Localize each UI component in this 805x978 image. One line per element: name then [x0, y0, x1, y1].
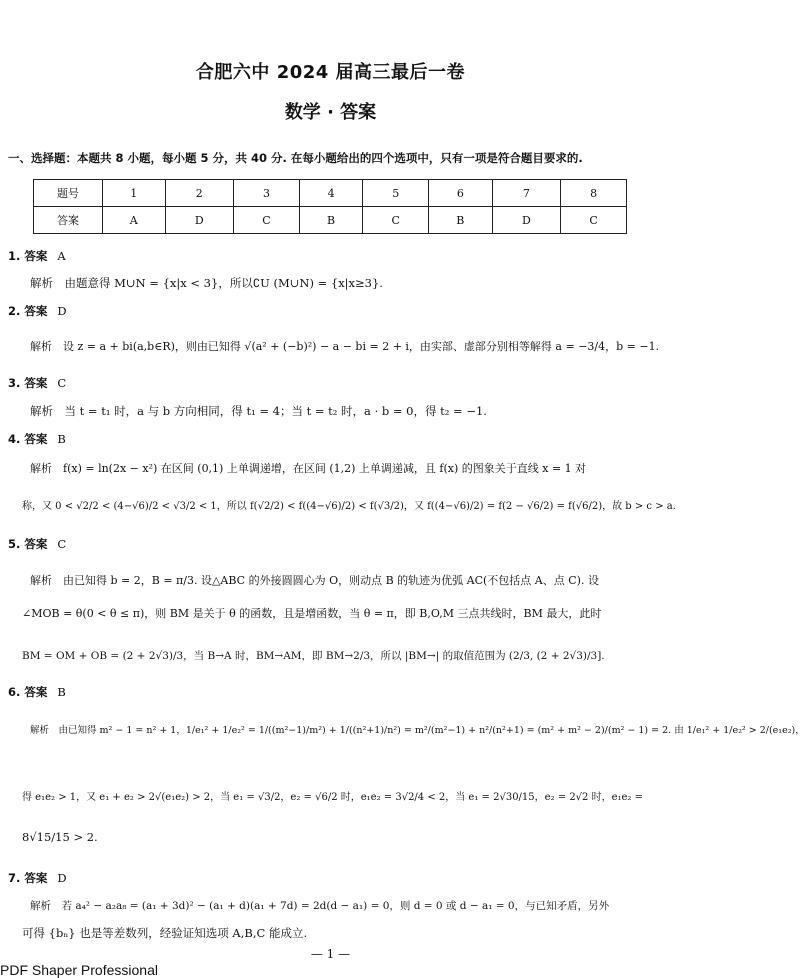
table-cell: C	[561, 207, 627, 234]
table-cell: C	[234, 207, 300, 234]
table-cell: 1	[103, 180, 166, 207]
table-row	[34, 180, 627, 207]
page-number: — 1 —	[310, 947, 351, 961]
table-cell: 4	[299, 180, 362, 207]
table-cell: 5	[363, 180, 429, 207]
table-header-cell: 答案	[34, 207, 103, 234]
question-4-line: 称，又 0 < √2/2 < (4−√6)/2 < √3/2 < 1，所以 f(√2/2) < f((4−√6)/2) < f(√3/2)，又 f((4−√6)/2) = f(2 − √6/2) = f(√6/2)，故 b > c > a.	[22, 501, 676, 512]
question-7-answer: D	[57, 871, 67, 885]
question-6-answer: B	[57, 685, 66, 699]
watermark: PDF Shaper Professional	[0, 962, 158, 978]
question-5-line: ∠MOB = θ(0 < θ ≤ π)，则 BM 是关于 θ 的函数，且是增函数，当 θ = π，即 B,O,M 三点共线时，BM 最大，此时	[22, 607, 602, 620]
table-header-cell: 题号	[34, 180, 103, 207]
question-1-line: 解析 由题意得 M∪N = {x|x < 3}，所以∁U (M∪N) = {x|x≥3}.	[30, 276, 383, 290]
question-6-line: 解析 由已知得 m² − 1 = n² + 1，1/e₁² + 1/e₂² = 1/((m²−1)/m²) + 1/((n²+1)/n²) = m²/(m²−1) + n²/(n²+1) = (m² + m² − 2)/(m² − 1) = 2. 由 1/e₁² + 1/e₂² > 2/(e₁e₂)，	[30, 725, 805, 736]
table-cell: 7	[492, 180, 561, 207]
question-7-line: 解析 若 a₄² − a₂a₈ = (a₁ + 3d)² − (a₁ + d)(a₁ + 7d) = 2d(d − a₁) = 0，则 d = 0 或 d − a₁ = 0，与已知矛盾，另外	[30, 900, 610, 912]
table-cell: 6	[429, 180, 492, 207]
table-cell: 8	[561, 180, 627, 207]
question-7-label: 7. 答案 D	[8, 871, 67, 885]
table-cell: C	[363, 207, 429, 234]
table-row	[34, 207, 627, 234]
section-heading: 一、选择题：本题共 8 小题，每小题 5 分，共 40 分. 在每小题给出的四个选项中，只有一项是符合题目要求的.	[8, 151, 583, 165]
question-2-line: 解析 设 z = a + bi(a,b∈R)，则由已知得 √(a² + (−b)²) − a − bi = 2 + i，由实部、虚部分别相等解得 a = −3/4，b = −1.	[30, 340, 660, 353]
question-6-label: 6. 答案 B	[8, 685, 66, 699]
question-2-answer: D	[57, 304, 67, 318]
question-5-line: BM = OM + OB = (2 + 2√3)/3，当 B→A 时，BM→AM，即 BM→2/3，所以 |BM→| 的取值范围为 (2/3, (2 + 2√3)/3].	[22, 650, 605, 662]
question-7-line: 可得 {bₙ} 也是等差数列，经验证知选项 A,B,C 能成立.	[22, 926, 308, 940]
question-3-line: 解析 当 t = t₁ 时，a 与 b 方向相同，得 t₁ = 4；当 t = t₂ 时，a · b = 0，得 t₂ = −1.	[30, 404, 487, 418]
table-cell: D	[165, 207, 234, 234]
question-5-answer: C	[57, 537, 67, 551]
table-cell: 2	[165, 180, 234, 207]
question-2-label: 2. 答案 D	[8, 304, 67, 318]
table-cell: 3	[234, 180, 300, 207]
exam-subtitle: 数学 · 答案	[284, 102, 377, 123]
exam-title: 合肥六中 2024 届高三最后一卷	[195, 62, 466, 83]
question-6-line: 8√15/15 > 2.	[22, 830, 98, 844]
question-3-label: 3. 答案 C	[8, 376, 67, 390]
answer-table	[33, 179, 627, 234]
question-1-answer: A	[57, 249, 66, 263]
table-cell: D	[492, 207, 561, 234]
question-4-label: 4. 答案 B	[8, 432, 66, 446]
table-cell: A	[103, 207, 166, 234]
question-1-label: 1. 答案 A	[8, 249, 66, 263]
question-5-label: 5. 答案 C	[8, 537, 67, 551]
question-4-answer: B	[57, 432, 66, 446]
table-cell: B	[429, 207, 492, 234]
question-3-answer: C	[57, 376, 67, 390]
question-4-line: 解析 f(x) = ln(2x − x²) 在区间 (0,1) 上单调递增，在区间 (1,2) 上单调递减，且 f(x) 的图象关于直线 x = 1 对	[30, 462, 587, 475]
question-6-line: 得 e₁e₂ > 1，又 e₁ + e₂ > 2√(e₁e₂) > 2，当 e₁ = √3/2，e₂ = √6/2 时，e₁e₂ = 3√2/4 < 2，当 e₁ = 2√30/15，e₂ = 2√2 时，e₁e₂ =	[22, 792, 644, 803]
table-cell: B	[299, 207, 362, 234]
question-5-line: 解析 由已知得 b = 2，B = π/3. 设△ABC 的外接圆圆心为 O，则动点 B 的轨迹为优弧 AC(不包括点 A、点 C). 设	[30, 574, 599, 587]
